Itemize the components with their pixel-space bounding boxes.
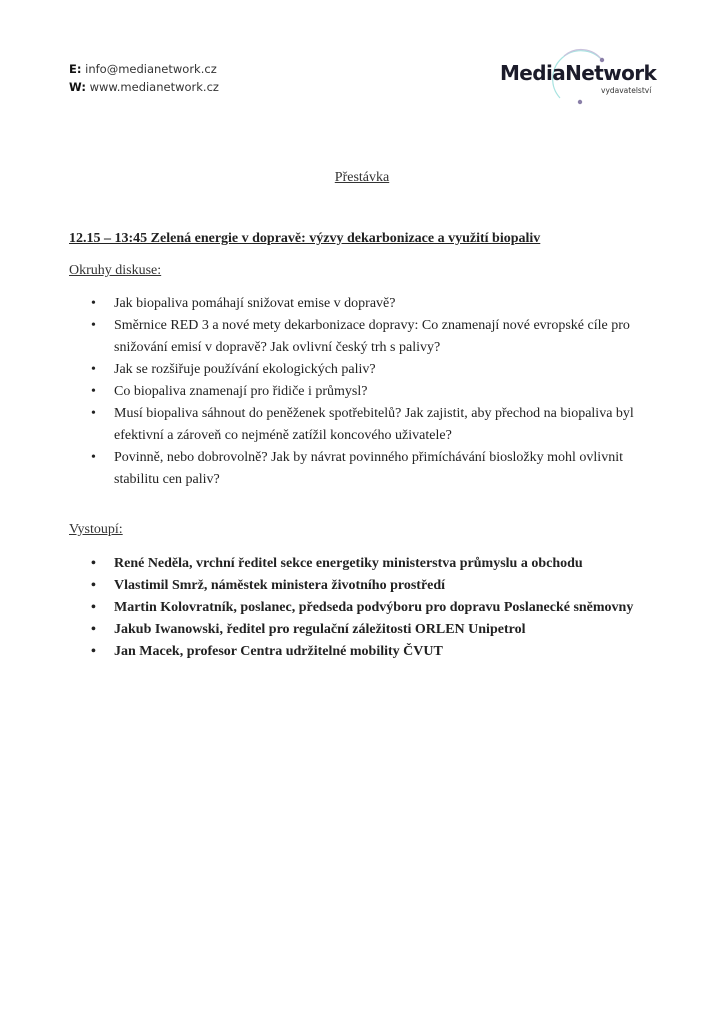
speakers-list xyxy=(69,553,669,663)
web-label: W: xyxy=(69,80,86,94)
logo-name: MediaNetwork xyxy=(500,61,657,85)
email-label: E: xyxy=(69,62,82,76)
session-title: 12.15 – 13:45 Zelená energie v dopravě: výzvy dekarbonizace a využití biopaliv xyxy=(69,231,541,246)
web-line xyxy=(69,78,219,96)
speaker-item: • Martin Kolovratník, poslanec, předseda podvýboru pro dopravu Poslanecké sněmovny xyxy=(69,597,669,619)
web-value[interactable]: www.medianetwork.cz xyxy=(89,80,219,94)
bullet-icon: • xyxy=(91,556,96,571)
bullet-icon: • xyxy=(91,296,96,311)
contact-block xyxy=(69,60,219,96)
email-line xyxy=(69,60,219,78)
bullet-icon: • xyxy=(91,384,96,399)
bullet-icon: • xyxy=(91,362,96,377)
speakers-label: Vystoupí: xyxy=(69,522,123,537)
topic-item: • Jak se rozšiřuje používání ekologických paliv? xyxy=(69,359,669,381)
medianetwork-logo xyxy=(498,48,658,106)
bullet-icon: • xyxy=(91,622,96,637)
bullet-icon: • xyxy=(91,578,96,593)
topic-item: • Povinně, nebo dobrovolně? Jak by návrat povinného přimíchávání biosložky mohl ovlivnit stabilitu cen paliv? xyxy=(69,447,669,491)
bullet-icon: • xyxy=(91,600,96,615)
topic-item: • Co biopaliva znamenají pro řidiče i průmysl? xyxy=(69,381,669,403)
speaker-item: • Jakub Iwanowski, ředitel pro regulační záležitosti ORLEN Unipetrol xyxy=(69,619,669,641)
logo-subtitle: vydavatelství xyxy=(601,86,652,95)
email-value[interactable]: info@medianetwork.cz xyxy=(85,62,217,76)
bullet-icon: • xyxy=(91,406,96,421)
topic-item: • Musí biopaliva sáhnout do peněženek spotřebitelů? Jak zajistit, aby přechod na biopaliva byl efektivní a zároveň co nejméně zatížil koncového uživatele? xyxy=(69,403,669,447)
speaker-item: • Jan Macek, profesor Centra udržitelné mobility ČVUT xyxy=(69,641,669,663)
topic-item: • Jak biopaliva pomáhají snižovat emise v dopravě? xyxy=(69,293,669,315)
topics-list xyxy=(69,293,669,491)
bullet-icon: • xyxy=(91,450,96,465)
break-title: Přestávka xyxy=(334,170,390,185)
speaker-item: • Vlastimil Smrž, náměstek ministera životního prostředí xyxy=(69,575,669,597)
topic-item: • Směrnice RED 3 a nové mety dekarbonizace dopravy: Co znamenají nové evropské cíle pro snižování emisí v dopravě? Jak ovlivní český trh s palivy? xyxy=(69,315,669,359)
topics-label: Okruhy diskuse: xyxy=(69,263,162,278)
speaker-item: • René Neděla, vrchní ředitel sekce energetiky ministerstva průmyslu a obchodu xyxy=(69,553,669,575)
bullet-icon: • xyxy=(91,318,96,333)
bullet-icon: • xyxy=(91,644,96,659)
